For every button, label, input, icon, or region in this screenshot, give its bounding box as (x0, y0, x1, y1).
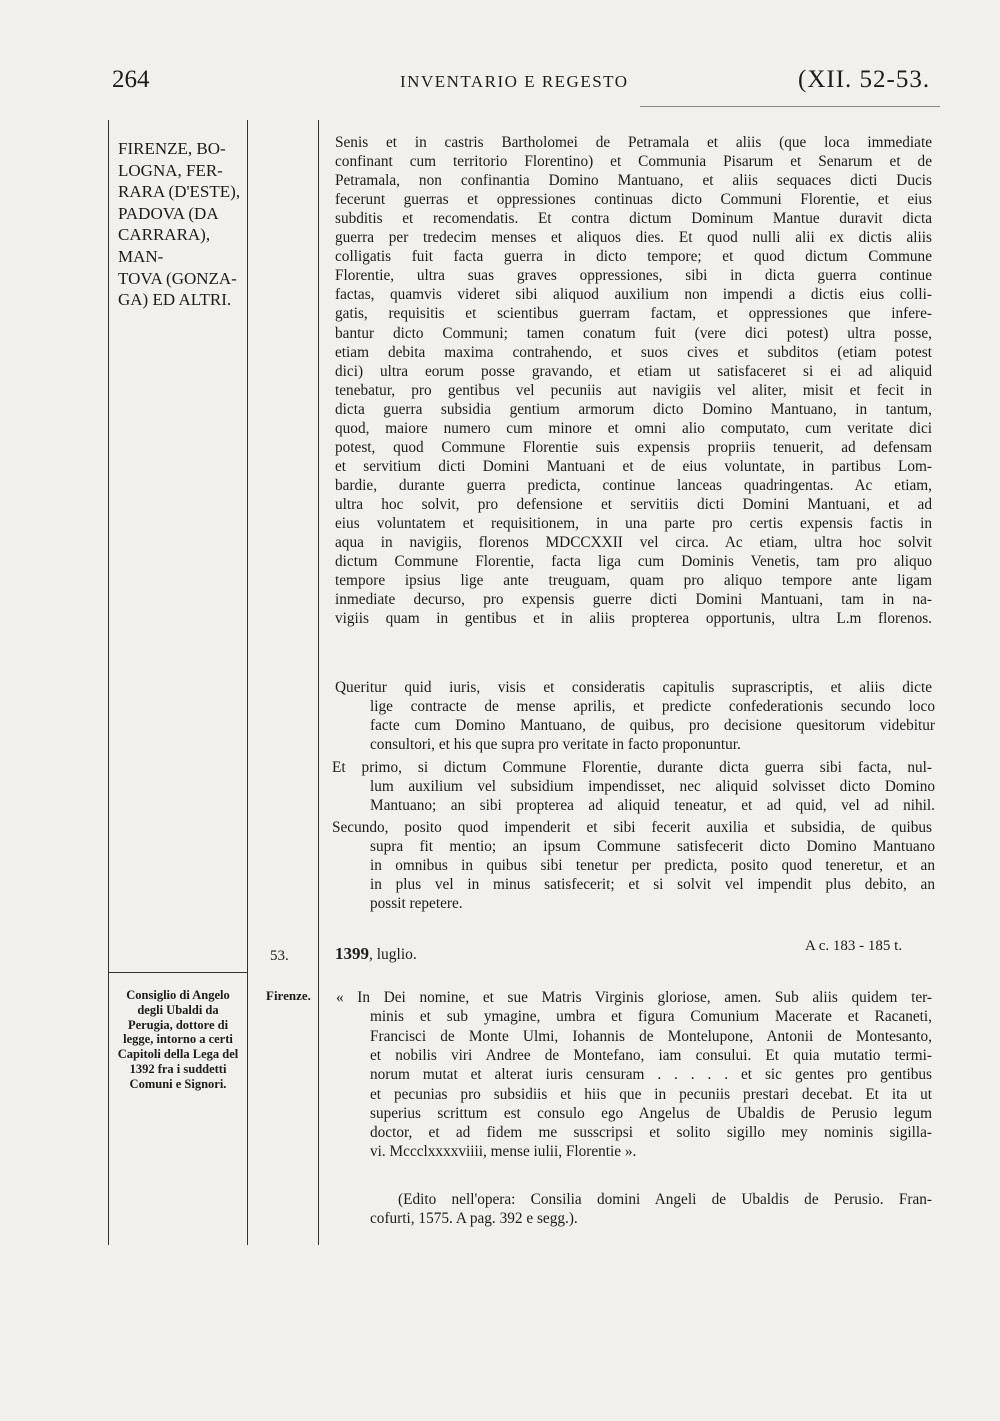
parties-box (118, 138, 246, 311)
text-line: et servitium dicti Domini Mantuani et de eius voluntate, in partibus Lom- (335, 457, 932, 475)
text-line: Et primo, si dictum Commune Florentie, durante dicta guerra sibi facta, nul- (332, 759, 932, 776)
text-line: et nobilis viri Andree de Montefano, iam consului. Et quia mutatio termi- (370, 1046, 932, 1064)
parties-line: TOVA (GONZA- (118, 268, 237, 288)
document-month: , luglio. (369, 946, 417, 963)
text-line: bantur dicto Communi; tamen conatum fuit (vere dici potest) ultra posse, (335, 324, 932, 342)
text-line: lige contracte de mense aprilis, et predicte confederationis secundo loco (370, 698, 935, 716)
page-number: 264 (112, 66, 150, 93)
text-line: et pecunias pro subsidiis et hiis que in pecuniis prestari decebat. Et ita ut (370, 1085, 932, 1103)
text-line: dictum Commune Florentie, facta liga cum Dominis Venetis, tam pro aliquo (335, 553, 932, 571)
text-line: quod, maiore numero cum minore et omni alio computato, cum veritate dici (335, 419, 932, 437)
document-year: 1399 (335, 944, 369, 963)
text-line: in omnibus in quibus sibi tenetur per predicta, posito quod teneretur, et an (370, 857, 935, 875)
text-line: vigiis quam in gentibus et in aliis propterea opportunis, ultra L.m florenos. (335, 610, 932, 628)
document-number: 53. (270, 948, 289, 964)
text-line: fecerunt guerras et oppressiones continuas dicto Communi Florentie, et eius (335, 191, 932, 209)
text-line: bardie, durante guerra predicta, continue lanceas quadringentas. Ac etiam, (335, 476, 932, 494)
text-line: « In Dei nomine, et sue Matris Virginis gloriose, amen. Sub aliis quidem ter- (336, 989, 932, 1006)
text-line: factas, quamvis videret sibi aliquod auxilium non impendi a dictis eius colli- (335, 286, 932, 304)
text-line: in plus vel in minus satisfecerit; et si solvit vel impendit plus debito, an (370, 876, 935, 894)
text-line: cofurti, 1575. A pag. 392 e segg.). (370, 1210, 578, 1228)
column-rule-middle (247, 120, 248, 1245)
text-line: minis et sub ymagine, umbra et figura Comunium Macerate et Racaneti, (370, 1008, 932, 1026)
text-line: etiam debita maxima contrahendo, et suos cives et subditos (etiam potest (335, 343, 932, 361)
text-line: eius voluntatem et requisitionem, in una parte pro certis expensis factis in (335, 515, 932, 532)
column-rule-right (318, 120, 319, 1245)
parties-line: CARRARA), MAN- (118, 225, 211, 266)
document-date (335, 944, 417, 964)
text-line: Queritur quid iuris, visis et consideratis capitulis suprascriptis, et aliis dicte (335, 679, 932, 696)
text-line: vi. Mccclxxxxviiii, mense iulii, Florentie ». (370, 1143, 637, 1161)
text-line: Francisci de Monte Ulmi, Iohannis de Montelupone, Antonii de Montesanto, (370, 1027, 932, 1045)
text-line: tempore ipsius lige ante treuguam, quam pro aliquo tempore ante ligam (335, 572, 932, 590)
archival-reference: A c. 183 - 185 t. (805, 938, 903, 954)
text-line: dicta guerra subsidia gentium armorum dicto Domino Mantuano, in tantum, (335, 400, 932, 418)
text-line: norum mutat et alterat iuris censuram . . . . . et sic gentes pro gentibus (370, 1066, 932, 1084)
text-line: colligatis fuit facta guerra in dicto tempore; et quod dictum Commune (335, 248, 932, 266)
header-rule (640, 106, 940, 107)
parties-line: FIRENZE, BO- (118, 139, 226, 158)
document-place: Firenze. (266, 988, 311, 1003)
text-line: gatis, requisitis et scientibus guerram factam, et oppressiones que infere- (335, 305, 932, 323)
text-line: Florentie, ultra suas graves oppressiones, sibi in dicta guerra continue (335, 267, 932, 285)
text-line: consultori, et his que supra pro veritate in facto proponuntur. (370, 736, 741, 754)
text-line: subditis et recomendatis. Et contra dictum Dominum Mantue duravit dicta (335, 210, 932, 228)
text-line: inmediate decurso, pro expensis guerre dicti Domini Mantuani, tam in na- (335, 591, 932, 609)
text-line: Secundo, posito quod impenderit et sibi fecerit auxilia et subsidia, de quibus (332, 819, 932, 836)
text-line: doctor, et ad fidem me susscripsi et solito sigillo mey nominis sigilla- (370, 1124, 932, 1142)
text-line: facte cum Domino Mantuano, de quibus, pro decisione quesitorum videbitur (370, 717, 935, 735)
parties-line: GA) ED ALTRI. (118, 290, 232, 310)
parties-line: PADOVA (DA (118, 203, 219, 223)
text-line: dici) ultra eorum posse gravando, et etiam ut satisfaceret si ei ad aliquid (335, 362, 932, 380)
text-line: tenebatur, pro gentibus vel pecuniis aut navigiis vel aliter, misit et fecit in (335, 381, 932, 399)
text-line: guerra per tredecim menses et aliquos dies. Et quod nulli alii ex dictis aliis (335, 229, 932, 247)
text-line: ultra hoc solvit, pro defensione et servitiis dicti Domini Mantuani, et ad (335, 495, 932, 513)
text-line: (Edito nell'opera: Consilia domini Angeli de Ubaldis de Perusio. Fran- (398, 1191, 932, 1208)
text-line: Petramala, non confinantia Domino Mantuano, et aliis sequaces dicti Ducis (335, 172, 932, 190)
running-title: INVENTARIO E REGESTO (400, 72, 629, 91)
text-line: lum auxilium vel subsidium impendisset, nec aliquid solvisset dicto Domino (370, 778, 935, 796)
parties-line: RARA (D'ESTE), (118, 182, 241, 202)
text-line: Senis et in castris Bartholomei de Petramala et aliis (que loca immediate (335, 134, 932, 151)
summary-rule (108, 972, 248, 973)
text-line: aqua in navigiis, florenos MDCCXXII vel circa. Ac etiam, ultra hoc solvit (335, 534, 932, 552)
text-line: possit repetere. (370, 895, 463, 913)
text-line: Mantuano; an sibi propterea ad aliquid teneatur, et ad quid, vel ad nihil. (370, 797, 935, 815)
text-line: confinant cum territorio Florentino) et Communia Pisarum et Senarum et de (335, 153, 932, 171)
section-reference: (XII. 52-53. (798, 66, 931, 93)
text-line: potest, quod Commune Florentie suis expensis propriis tenuerit, ad defensam (335, 438, 932, 456)
document-summary: Consiglio di Angelo degli Ubaldi da Perugia, dottore di legge, intorno a certi Capitoli della Lega del 1392 fra i suddetti Comuni e Signori. (117, 988, 239, 1091)
parties-line: LOGNA, FER- (118, 160, 223, 180)
column-rule-left (108, 120, 109, 1245)
text-line: supra fit mentio; an ipsum Commune satisfecerit dicto Domino Mantuano (370, 838, 935, 856)
text-line: superius scrittum est consulo ego Angelus de Ubaldis de Perusio legum (370, 1104, 932, 1122)
